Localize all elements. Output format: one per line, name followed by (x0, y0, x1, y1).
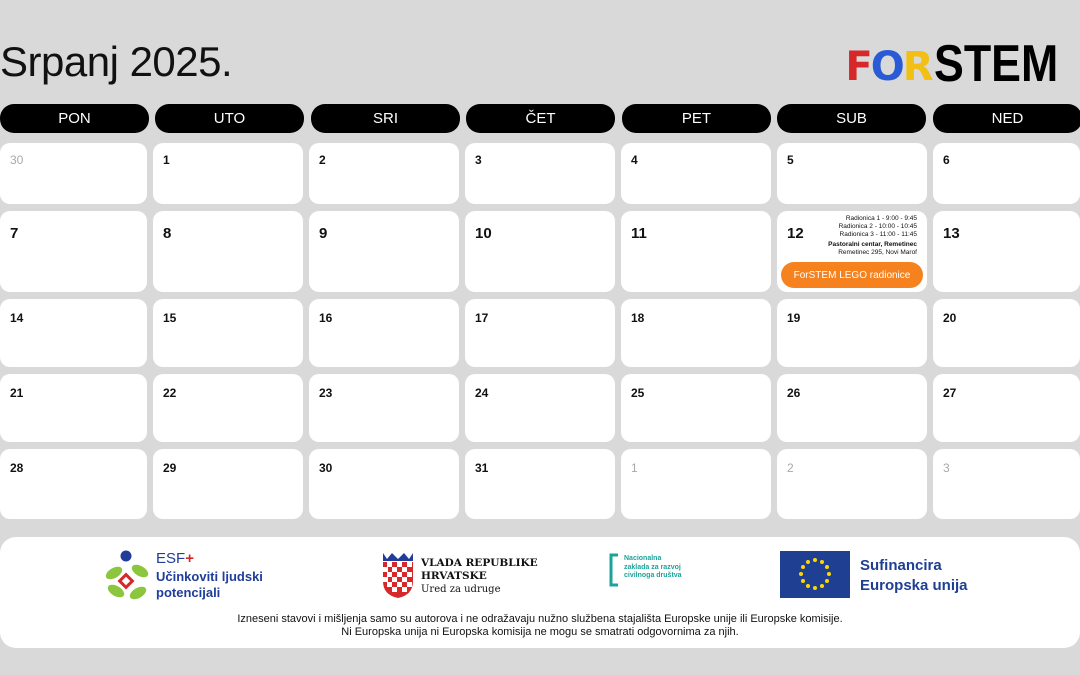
disclaimer (0, 613, 1080, 639)
logo-letter-f: F (845, 44, 871, 90)
day-number: 10 (475, 225, 492, 242)
day-number: 4 (631, 153, 638, 167)
esf-name-text: ESF (156, 550, 186, 567)
weekday-sat: SUB (777, 104, 926, 133)
day-cell[interactable] (309, 449, 459, 519)
day-cell[interactable] (0, 449, 147, 519)
forstem-logo (845, 32, 1078, 93)
day-cell[interactable] (153, 299, 303, 367)
day-number: 14 (10, 311, 24, 325)
day-number: 27 (943, 386, 957, 400)
day-number: 18 (631, 311, 645, 325)
day-cell[interactable] (0, 374, 147, 442)
logo-letter-o: O (870, 44, 903, 90)
weekday-sun: NED (933, 104, 1080, 133)
day-cell[interactable] (933, 449, 1080, 519)
vlada-title: VLADA REPUBLIKE HRVATSKE (421, 557, 538, 582)
day-number: 13 (943, 225, 960, 242)
logo-stem: STEM (933, 35, 1058, 93)
event-address: Remetinec 295, Novi Marof (838, 249, 917, 256)
day-cell[interactable] (0, 143, 147, 204)
day-cell[interactable] (465, 374, 615, 442)
day-number: 17 (475, 311, 489, 325)
day-number: 5 (787, 153, 794, 167)
day-cell[interactable] (933, 374, 1080, 442)
weekday-header-row (0, 104, 1080, 133)
nzrcd-bracket-icon (608, 553, 622, 587)
day-number: 30 (10, 153, 24, 167)
day-cell[interactable] (465, 143, 615, 204)
day-cell[interactable] (153, 143, 303, 204)
day-number: 22 (163, 386, 177, 400)
weekday-wed: SRI (311, 104, 460, 133)
day-cell[interactable] (777, 374, 927, 442)
event-details (828, 215, 917, 257)
day-number: 30 (319, 461, 333, 475)
day-number: 1 (163, 153, 170, 167)
esf-flower-icon (104, 549, 152, 603)
weekday-fri: PET (622, 104, 771, 133)
event-badge-button[interactable]: ForSTEM LEGO radionice (781, 262, 923, 288)
eu-text: Sufinancira Europska unija (860, 557, 968, 594)
event-session: Radionica 3 - 11:00 - 11:45 (839, 231, 917, 238)
day-cell[interactable] (309, 211, 459, 292)
event-session: Radionica 2 - 10:00 - 10:45 (838, 223, 917, 230)
day-cell[interactable] (621, 299, 771, 367)
vlada-subtitle: Ured za udruge (421, 584, 501, 595)
day-cell[interactable] (933, 143, 1080, 204)
day-number: 29 (163, 461, 177, 475)
day-cell[interactable] (0, 211, 147, 292)
day-number: 26 (787, 386, 801, 400)
day-cell[interactable] (465, 299, 615, 367)
day-cell-event[interactable] (777, 211, 927, 292)
day-cell[interactable] (153, 374, 303, 442)
vlada-logo (381, 549, 551, 605)
day-number: 16 (319, 311, 333, 325)
weekday-thu: ČET (466, 104, 615, 133)
day-number: 23 (319, 386, 333, 400)
day-number: 2 (787, 461, 794, 475)
day-cell[interactable] (621, 211, 771, 292)
day-cell[interactable] (777, 299, 927, 367)
day-cell[interactable] (309, 299, 459, 367)
day-cell[interactable] (465, 449, 615, 519)
footer-panel (0, 537, 1080, 648)
day-cell[interactable] (309, 143, 459, 204)
esf-subtitle: Učinkoviti ljudski potencijali (156, 569, 263, 600)
day-cell[interactable] (621, 449, 771, 519)
eu-logo (780, 551, 1000, 599)
day-cell[interactable] (933, 299, 1080, 367)
disclaimer-line-2: Ni Europska unija ni Europska komisija ne mogu se smatrati odgovornima za njih. (341, 626, 739, 638)
day-number: 15 (163, 311, 177, 325)
day-number: 6 (943, 153, 950, 167)
day-number: 31 (475, 461, 489, 475)
event-place: Pastoralni centar, Remetinec (828, 241, 917, 248)
day-number: 19 (787, 311, 801, 325)
day-number: 3 (475, 153, 482, 167)
logo-letter-r: R (902, 44, 932, 90)
day-cell[interactable] (465, 211, 615, 292)
day-number: 11 (631, 225, 647, 242)
day-cell[interactable] (621, 374, 771, 442)
disclaimer-line-1: Izneseni stavovi i mišljenja samo su autorova i ne odražavaju nužno službena stajališta Europske unije ili Europske komisije. (237, 613, 843, 625)
day-cell[interactable] (153, 211, 303, 292)
esf-logo (104, 549, 304, 605)
page-title: Srpanj 2025. (0, 38, 233, 85)
day-number: 7 (10, 225, 19, 242)
weekday-mon: PON (0, 104, 149, 133)
esf-name (156, 550, 194, 567)
day-cell[interactable] (153, 449, 303, 519)
day-number: 3 (943, 461, 950, 475)
day-number: 20 (943, 311, 957, 325)
day-number: 21 (10, 386, 24, 400)
eu-stars-icon (780, 551, 850, 598)
day-number: 28 (10, 461, 24, 475)
day-number: 1 (631, 461, 638, 475)
day-number: 24 (475, 386, 489, 400)
eu-flag-icon (780, 551, 850, 598)
day-cell[interactable] (309, 374, 459, 442)
day-cell[interactable] (777, 449, 927, 519)
nzrcd-logo (608, 551, 728, 605)
day-cell[interactable] (777, 143, 927, 204)
day-number: 25 (631, 386, 645, 400)
day-cell[interactable] (621, 143, 771, 204)
esf-plus: + (185, 550, 194, 567)
nzrcd-text: Nacionalna zaklada za razvoj civilnoga društva (624, 555, 682, 579)
weekday-tue: UTO (155, 104, 304, 133)
event-session: Radionica 1 - 9:00 - 9:45 (845, 215, 917, 222)
croatian-coat-of-arms-icon (381, 551, 415, 599)
day-cell[interactable] (0, 299, 147, 367)
day-number: 12 (787, 225, 804, 242)
day-cell[interactable] (933, 211, 1080, 292)
day-number: 8 (163, 225, 172, 242)
day-number: 2 (319, 153, 326, 167)
day-number: 9 (319, 225, 328, 242)
